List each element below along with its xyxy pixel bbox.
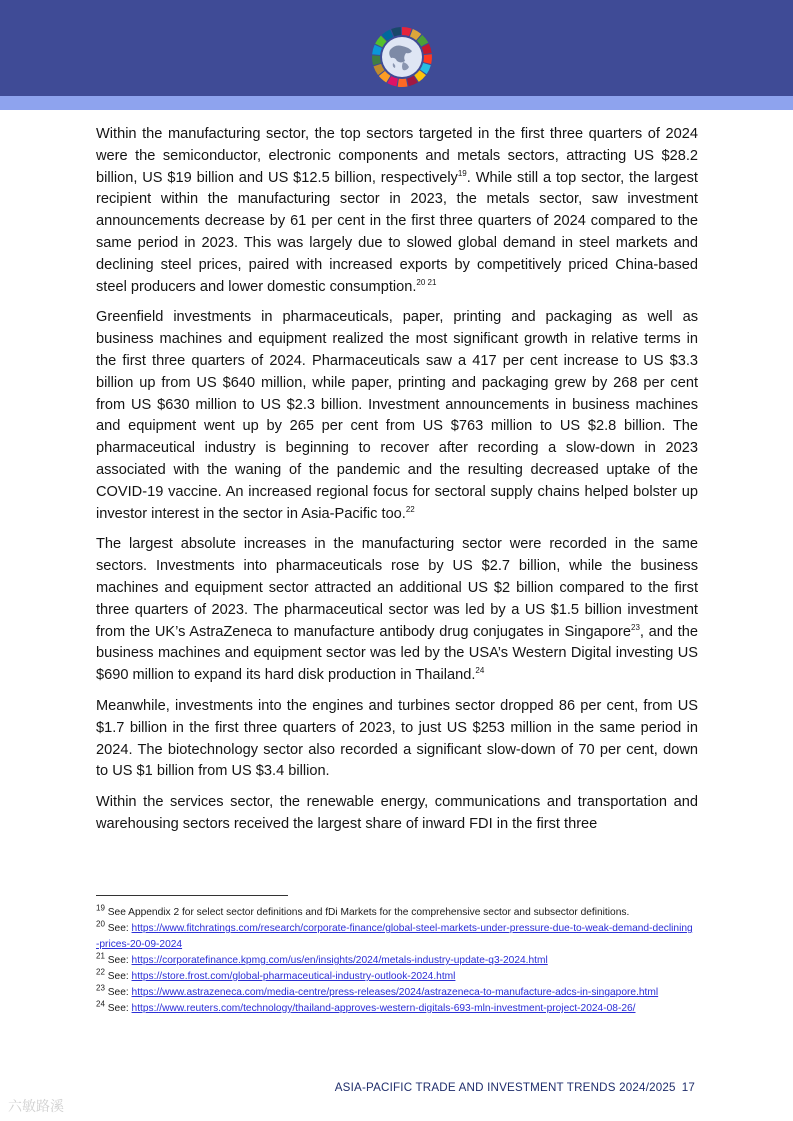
- footnote-ref: 24: [475, 666, 485, 676]
- footnote-number: 23: [96, 983, 105, 993]
- footnote-link[interactable]: https://www.fitchratings.com/research/corporate-finance/global-steel-markets-under-pressure-due-to-weak-demand-declining-prices-20-09-2024: [96, 923, 693, 950]
- footnote-text: See:: [107, 923, 132, 934]
- footnote-number: 20: [96, 919, 105, 929]
- footnote-number: 24: [96, 999, 105, 1009]
- paragraph: [96, 307, 698, 525]
- footnote: [96, 953, 696, 969]
- footnote: [96, 921, 696, 953]
- watermark: 六敏路溪: [8, 1098, 64, 1114]
- paragraph: [96, 124, 698, 298]
- paragraph-text: Within the services sector, the renewable energy, communications and transportation and warehousing sectors received the largest share of inward FDI in the first three: [96, 794, 698, 832]
- page-number: 17: [681, 1081, 695, 1094]
- footnote-link[interactable]: https://www.astrazeneca.com/media-centre/press-releases/2024/astrazeneca-to-manufacture-adcs-in-singapore.html: [131, 987, 659, 998]
- footnote: [96, 1001, 696, 1017]
- footnote-link[interactable]: https://corporatefinance.kpmg.com/us/en/insights/2024/metals-industry-update-q3-2024.html: [131, 955, 548, 966]
- footnote-link[interactable]: https://www.reuters.com/technology/thailand-approves-western-digitals-693-mln-investment-project-2024-08-26/: [131, 1003, 636, 1014]
- paragraph-text: The largest absolute increases in the manufacturing sector were recorded in the same sectors. Investments into pharmaceuticals rose by US $2.7 billion, while the business machines and equipment sector attracted an additional US $2 billion compared to the first three quarters of 2023. The pharmaceutical sector was led by a US $1.5 billion investment from the UK’s AstraZeneca to manufacture antibody drug conjugates in Singapore: [96, 536, 698, 640]
- footnote-ref: 19: [457, 168, 467, 178]
- escap-globe-logo-icon: [371, 26, 433, 88]
- footnote-text: See:: [107, 971, 132, 982]
- paragraph: [96, 792, 698, 836]
- footnotes: [96, 905, 696, 1017]
- paragraph-text: , and the business machines and equipment sector was led by the USA’s Western Digital investing US $690 million to expand its hard disk production in Thailand.: [96, 623, 698, 684]
- paragraph-text: Greenfield investments in pharmaceuticals, paper, printing and packaging as well as business machines and equipment realized the most significant growth in relative terms in the first three quarters of 2024. Pharmaceuticals saw a 417 per cent increase to US $3.3 billion up from US $640 million, while paper, printing and packaging grew by 268 per cent from US $630 million to US $2.3 billion. Investment announcements in business machines and equipment went up by 265 per cent from US $763 million to US $2.8 billion. The pharmaceutical industry is beginning to recover after recording a slow-down in 2023 associated with the waning of the pandemic and the resulting decreased uptake of the COVID-19 vaccine. An increased regional focus for sectoral supply chains helped bolster up investor interest in the sector in Asia-Pacific too.: [96, 309, 698, 522]
- footnote-ref: 20 21: [416, 277, 437, 287]
- footnote-number: 21: [96, 951, 105, 961]
- paragraph-text: . While still a top sector, the largest recipient within the manufacturing sector in 2023, the metals sector, saw investment announcements decrease by 61 per cent in the first three quarters of 2024 compared to the same period in 2023. This was largely due to slowed global demand in steel markets and declining steel prices, paired with increased exports by competitively priced China-based steel producers and lower domestic consumption.: [96, 169, 698, 295]
- footnote-text: See Appendix 2 for select sector definitions and fDi Markets for the comprehensive sector and subsector definitions.: [107, 907, 630, 918]
- footnote-text: See:: [107, 1003, 132, 1014]
- paragraph: [96, 534, 698, 687]
- footnote: [96, 985, 696, 1001]
- footnote-link[interactable]: https://store.frost.com/global-pharmaceutical-industry-outlook-2024.html: [131, 971, 456, 982]
- footnote-number: 22: [96, 967, 105, 977]
- footnote-divider: [96, 895, 288, 896]
- page-footer: [335, 1081, 695, 1094]
- paragraph: [96, 696, 698, 783]
- footnote-number: 19: [96, 903, 105, 913]
- footnote: [96, 905, 696, 921]
- footnote-ref: 22: [405, 504, 415, 514]
- paragraph-text: Meanwhile, investments into the engines and turbines sector dropped 86 per cent, from US $1.7 billion in the first three quarters of 2023, to just US $253 million in the same period in 2024. The biotechnology sector also recorded a significant slow-down of 70 per cent, down to US $1 billion from US $3.4 billion.: [96, 697, 698, 780]
- footnote-ref: 23: [631, 622, 640, 632]
- body-text: [96, 124, 698, 845]
- header-stripe: [0, 96, 793, 110]
- footnote-text: See:: [107, 987, 132, 998]
- paragraph-text: Within the manufacturing sector, the top sectors targeted in the first three quarters of 2024 were the semiconductor, electronic components and metals sectors, attracting US $28.2 billion, US $19 billion and US $12.5 billion, respectively: [96, 126, 698, 186]
- footnote-text: See:: [107, 955, 132, 966]
- footer-title: ASIA-PACIFIC TRADE AND INVESTMENT TRENDS 2024/2025: [334, 1081, 676, 1094]
- footnote: [96, 969, 696, 985]
